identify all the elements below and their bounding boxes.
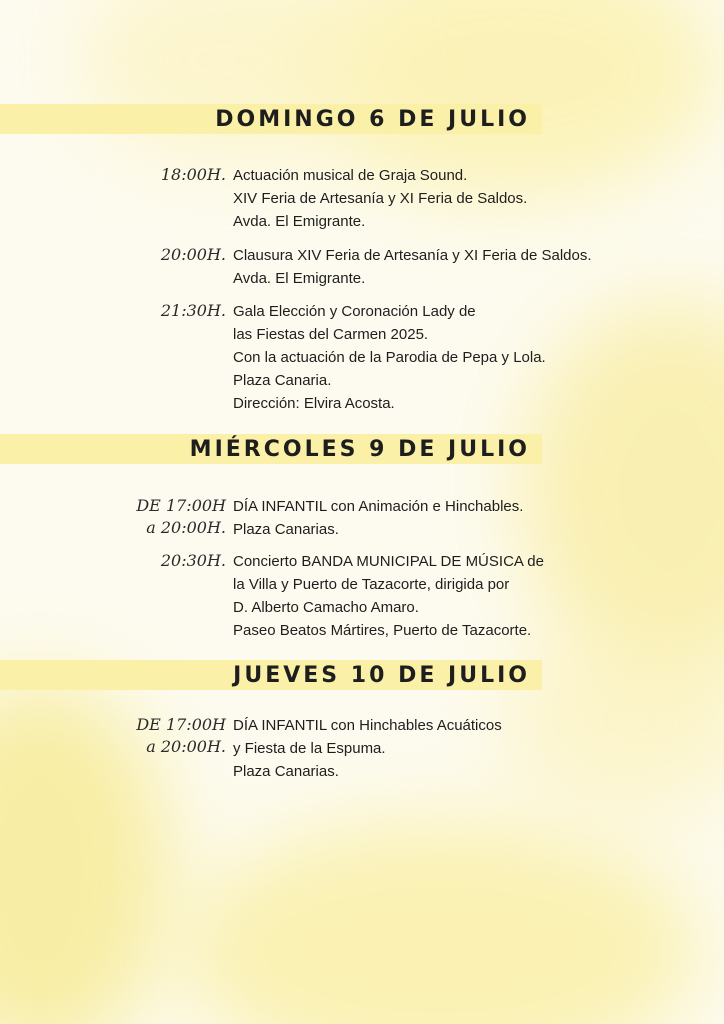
event-line: Plaza Canaria. [233, 372, 332, 389]
event-line: y Fiesta de la Espuma. [233, 740, 386, 757]
event-time-line: a 20:00H. [146, 737, 226, 756]
day-title: JUEVES 10 DE JULIO [233, 663, 530, 688]
event-time-line: DE 17:00H [136, 715, 226, 734]
event-line: D. Alberto Camacho Amaro. [233, 599, 419, 616]
event-time [161, 300, 226, 322]
event-line: Gala Elección y Coronación Lady de [233, 303, 476, 320]
event-line: Avda. El Emigrante. [233, 270, 366, 287]
event-time [161, 164, 226, 186]
event-time-line: 20:30H. [160, 551, 226, 570]
event-line: DÍA INFANTIL con Animación e Hinchables. [233, 498, 524, 515]
event-description [233, 300, 546, 415]
event-time [136, 495, 226, 539]
day-title: DOMINGO 6 DE JULIO [215, 107, 530, 132]
event-time-line: 18:00H. [160, 165, 226, 184]
event-line: Con la actuación de la Parodia de Pepa y Lola. [233, 349, 546, 366]
event-time [161, 550, 226, 572]
event-line: Actuación musical de Graja Sound. [233, 167, 468, 184]
event-time [136, 714, 226, 758]
event-line: Avda. El Emigrante. [233, 213, 366, 230]
day-header [0, 434, 542, 464]
event-description [233, 495, 523, 541]
event-description [233, 164, 527, 233]
event-description [233, 550, 544, 642]
event-line: Concierto BANDA MUNICIPAL DE MÚSICA de [233, 553, 544, 570]
event-line: Plaza Canarias. [233, 763, 339, 780]
event-line: Paseo Beatos Mártires, Puerto de Tazacorte. [233, 622, 532, 639]
event-time [161, 244, 226, 266]
event-description [233, 244, 592, 290]
event-line: las Fiestas del Carmen 2025. [233, 326, 429, 343]
event-line: XIV Feria de Artesanía y XI Feria de Saldos. [233, 190, 528, 207]
event-line: la Villa y Puerto de Tazacorte, dirigida por [233, 576, 510, 593]
day-title: MIÉRCOLES 9 DE JULIO [189, 437, 530, 462]
event-time-line: 20:00H. [160, 245, 226, 264]
event-line: Clausura XIV Feria de Artesanía y XI Feria de Saldos. [233, 247, 592, 264]
event-time-line: a 20:00H. [146, 518, 226, 537]
event-description [233, 714, 502, 783]
event-line: Plaza Canarias. [233, 521, 339, 538]
event-time-line: DE 17:00H [136, 496, 226, 515]
day-header [0, 660, 542, 690]
event-line: Dirección: Elvira Acosta. [233, 395, 395, 412]
event-time-line: 21:30H. [160, 301, 226, 320]
event-line: DÍA INFANTIL con Hinchables Acuáticos [233, 717, 502, 734]
day-header [0, 104, 542, 134]
